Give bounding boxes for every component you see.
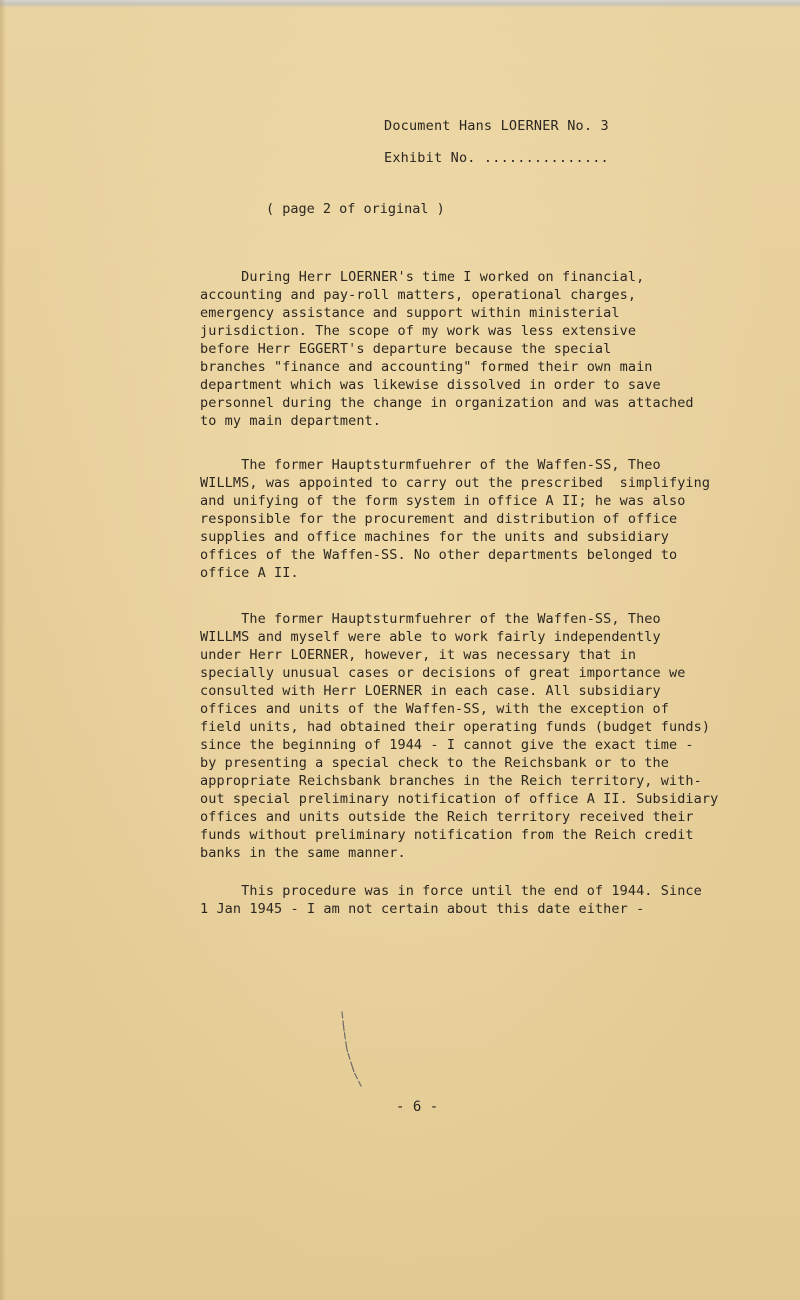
- pencil-mark: [332, 1010, 372, 1090]
- document-reference: Document Hans LOERNER No. 3: [384, 118, 609, 134]
- paragraph-2: The former Hauptsturmfuehrer of the Waffen-SS, Theo WILLMS, was appointed to carry out the prescribed simplifying and unifying of the form system in office A II; he was also responsible for the procurement and distribution of office supplies and office machines for the units and subsidiary offices of the Waffen-SS. No other departments belonged to office A II.: [200, 457, 711, 581]
- page-number: - 6 -: [396, 1099, 439, 1115]
- paper-top-edge: [0, 0, 800, 8]
- paragraph-1: During Herr LOERNER's time I worked on financial, accounting and pay-roll matters, operational charges, emergency assistance and support within ministerial jurisdiction. The scope of my work was less extensive before Herr EGGERT's departure because the special branches "finance and accounting" formed their own main department which was likewise dissolved in order to save personnel during the change in organization and was attached to my main department.: [200, 269, 694, 429]
- paragraph-4: This procedure was in force until the end of 1944. Since 1 Jan 1945 - I am not certain about this date either -: [200, 883, 702, 917]
- paragraph-3: The former Hauptsturmfuehrer of the Waffen-SS, Theo WILLMS and myself were able to work fairly independently under Herr LOERNER, however, it was necessary that in specially unusual cases or decisions of great importance we consulted with Herr LOERNER in each case. All subsidiary offices and units of the Waffen-SS, with the exception of field units, had obtained their operating funds (budget funds) since the beginning of 1944 - I cannot give the exact time - by presenting a special check to the Reichsbank or to the appropriate Reichsbank branches in the Reich territory, with- out special preliminary notification of office A II. Subsidiary offices and units outside the Reich territory received their funds without preliminary notification from the Reich credit banks in the same manner.: [200, 611, 719, 861]
- exhibit-number: Exhibit No. ...............: [384, 150, 609, 166]
- paper-left-edge: [0, 0, 6, 1300]
- page-note: ( page 2 of original ): [266, 201, 445, 217]
